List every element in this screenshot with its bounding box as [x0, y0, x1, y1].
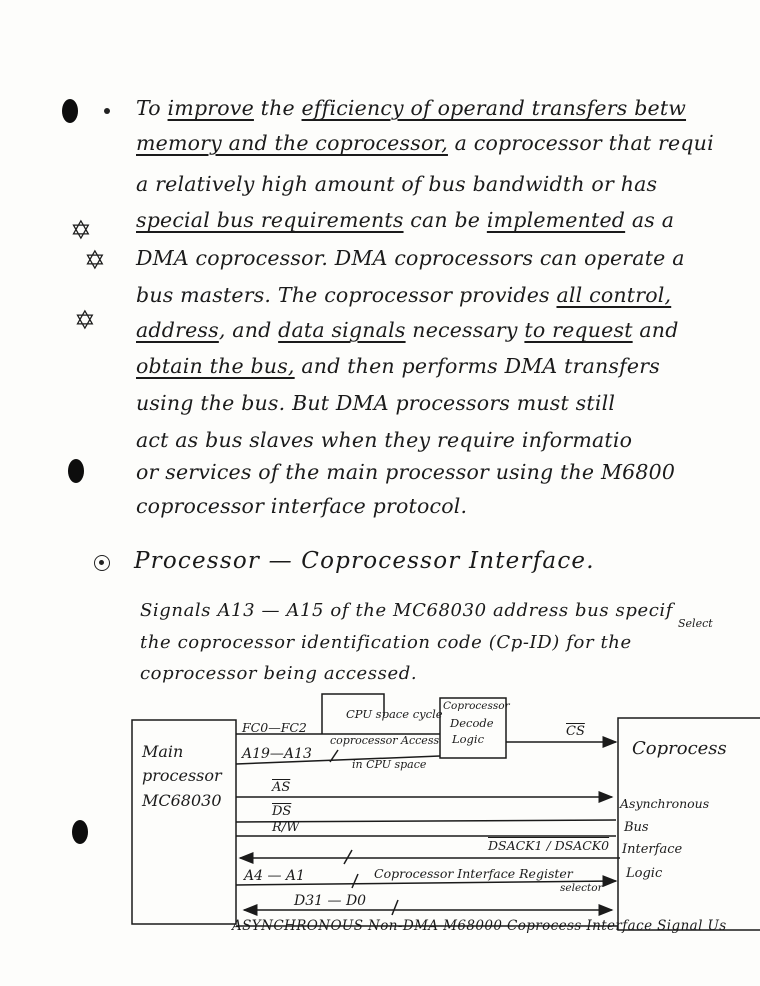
coprocessor-label: Coprocess: [632, 738, 727, 759]
text-run: coprocessor interface protocol.: [136, 494, 468, 518]
paragraph-line-7: [136, 318, 679, 342]
paragraph-line-1: [136, 96, 686, 120]
bus-interface-label-1: Asynchronous: [620, 796, 710, 811]
paragraph-line-4: [136, 208, 674, 232]
main-processor-label-2: processor: [142, 766, 222, 785]
underlined-phrase: memory and the coprocessor,: [136, 131, 448, 155]
underlined-phrase: all control,: [556, 283, 672, 307]
bus-interface-label-4: Logic: [626, 866, 663, 881]
section-paragraph-line-3: coprocessor being accessed.: [140, 663, 418, 684]
signal-addr-lo: A4 — A1: [244, 868, 305, 884]
underlined-phrase: implemented: [486, 208, 626, 232]
signal-reg-select: Coprocessor Interface Register: [374, 866, 573, 881]
text-run: a coprocessor that requi: [447, 131, 714, 155]
punch-hole-top: [62, 99, 78, 123]
paragraph-line-10: [136, 428, 632, 452]
decode-logic-label-3: Logic: [452, 732, 485, 746]
underlined-phrase: to request: [524, 318, 633, 342]
underlined-phrase: data signals: [278, 318, 406, 342]
text-run: To: [136, 96, 168, 120]
decode-logic-label-1: Coprocessor: [443, 700, 510, 712]
paragraph-line-8: [136, 354, 660, 378]
paragraph-line-2: [136, 131, 714, 155]
bus-interface-label-2: Bus: [624, 820, 649, 835]
signal-rw: R/W: [272, 820, 300, 835]
interface-diagram: [0, 690, 760, 950]
paragraph-line-6: [136, 283, 671, 307]
text-run: necessary: [405, 318, 525, 342]
signal-data: D31 — D0: [294, 893, 367, 909]
signal-fc: FC0—FC2: [242, 720, 307, 735]
underlined-phrase: obtain the bus,: [136, 354, 295, 378]
decode-logic-label-2: Decode: [450, 716, 494, 730]
text-run: bus masters. The coprocessor provides: [136, 283, 557, 307]
section-heading: Processor — Coprocessor Interface.: [134, 548, 595, 574]
signal-cpu-space: CPU space cycle: [346, 707, 443, 721]
signal-selector: selector: [560, 882, 603, 894]
main-processor-label-3: MC68030: [142, 791, 222, 810]
text-run: and: [632, 318, 679, 342]
underlined-phrase: efficiency of operand transfers betw: [301, 96, 687, 120]
text-run: and then performs DMA transfers: [294, 354, 660, 378]
text-run: the: [253, 96, 302, 120]
underlined-phrase: address: [136, 318, 219, 342]
signal-cp-access: coprocessor Access: [330, 734, 440, 747]
paragraph-line-9: [136, 391, 615, 415]
text-run: or services of the main processor using the M6800: [136, 460, 676, 484]
diagram-caption: ASYNCHRONOUS Non-DMA M68000 Coprocess Interface Signal Us: [232, 918, 727, 934]
underlined-phrase: special bus requirements: [136, 208, 404, 232]
select-note: Select: [678, 617, 713, 630]
bullet-dot-icon: [104, 108, 110, 114]
underlined-phrase: improve: [167, 96, 254, 120]
paragraph-line-11: [136, 460, 675, 484]
section-paragraph-line-2: the coprocessor identification code (Cp-ID) for the: [140, 632, 632, 653]
signal-addr-hi: A19—A13: [242, 746, 312, 762]
signal-dsack: DSACK1 / DSACK0: [488, 838, 610, 853]
text-run: , and: [218, 318, 279, 342]
paragraph-line-12: [136, 494, 467, 518]
text-run: a relatively high amount of bus bandwidth or has: [136, 172, 658, 196]
text-run: DMA coprocessor. DMA coprocessors can operate a: [136, 246, 685, 270]
text-run: using the bus. But DMA processors must still: [136, 391, 616, 415]
paragraph-line-3: [136, 172, 657, 196]
signal-in-cpu-space: in CPU space: [352, 758, 427, 771]
bus-interface-label-3: Interface: [622, 842, 683, 857]
signal-as: $\overline{AS}$: [272, 780, 291, 795]
main-processor-label-1: Main: [142, 742, 184, 761]
section-paragraph-line-1: Signals A13 — A15 of the MC68030 address bus specif: [140, 600, 674, 621]
text-run: act as bus slaves when they require informatio: [136, 428, 633, 452]
text-run: can be: [403, 208, 487, 232]
signal-cs: $\overline{CS}$: [566, 724, 585, 739]
star-mark-icon-1: ✡: [70, 216, 92, 246]
text-run: as a: [625, 208, 675, 232]
star-mark-icon-2: ✡: [84, 246, 106, 276]
paragraph-line-5: [136, 246, 685, 270]
signal-ds: $\overline{DS}$: [272, 804, 292, 819]
star-mark-icon-3: ✡: [74, 306, 96, 336]
punch-hole-middle: [68, 459, 84, 483]
circled-bullet-icon: [94, 555, 110, 571]
